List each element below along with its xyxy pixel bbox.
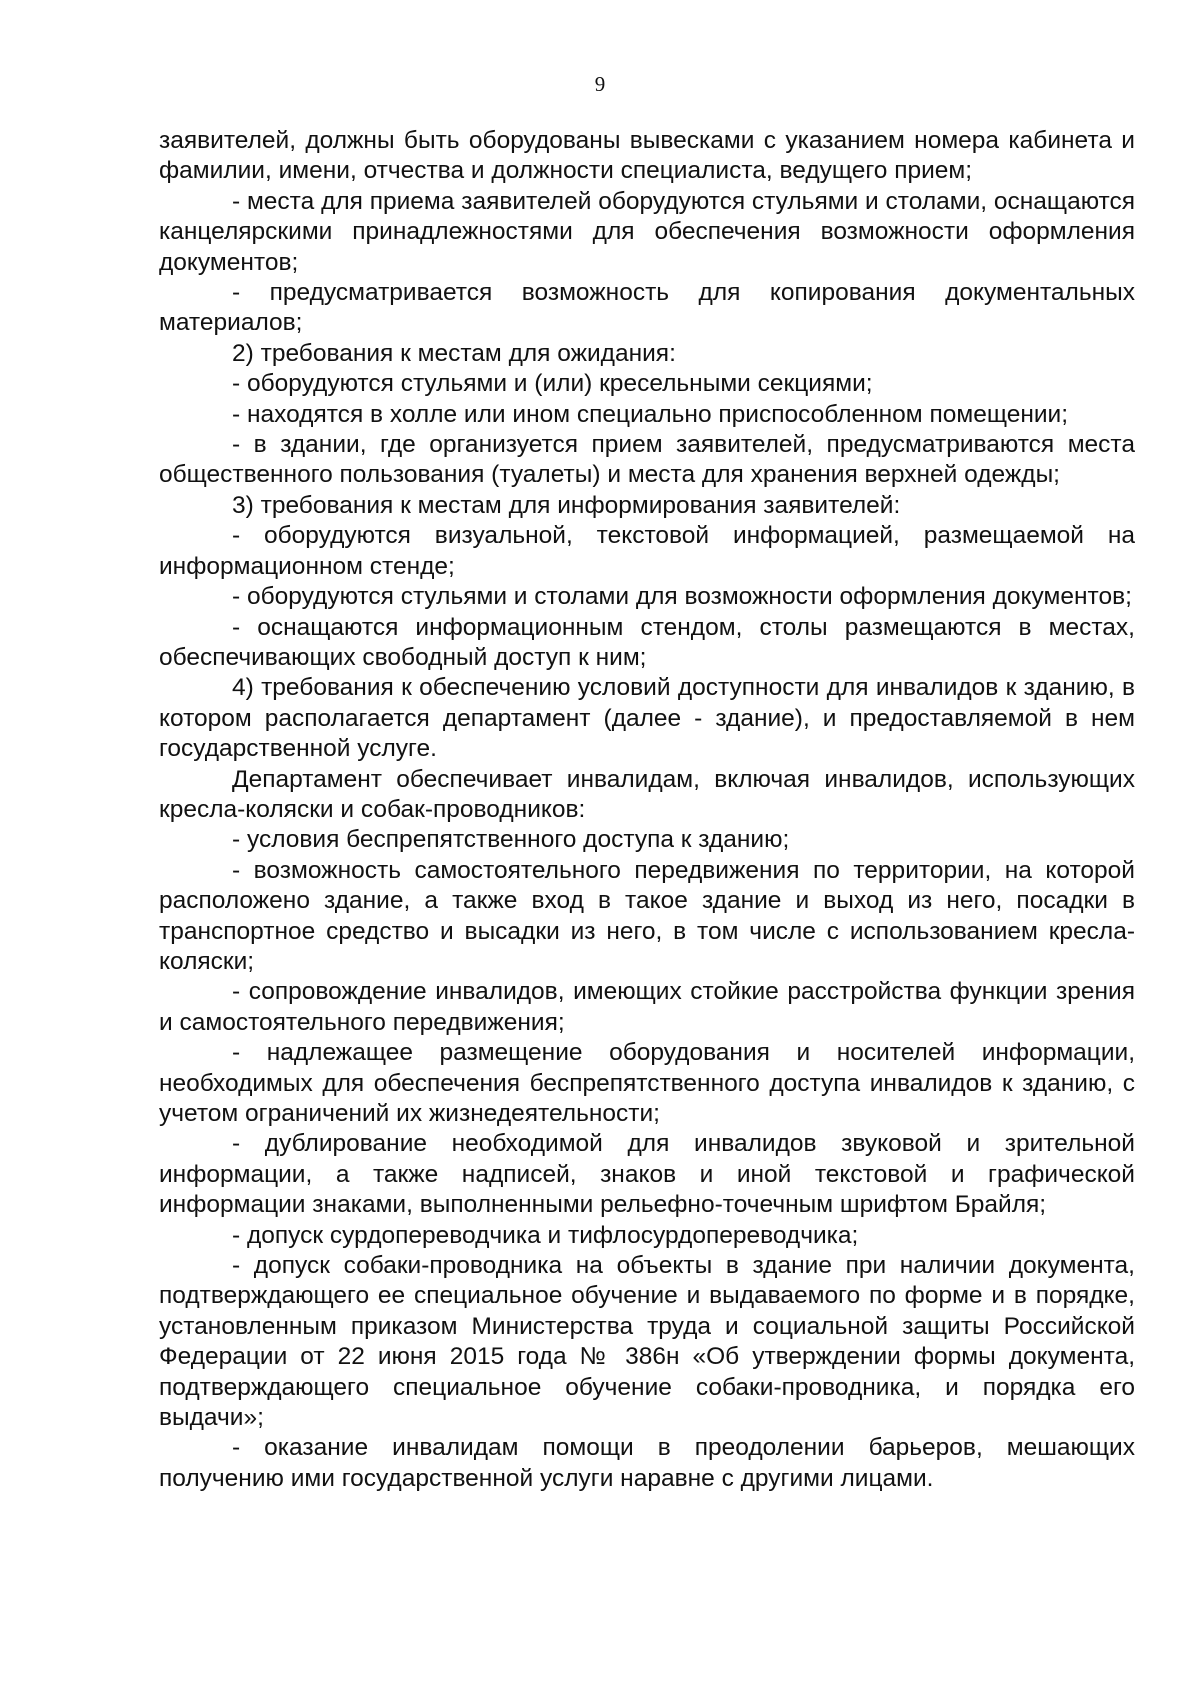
paragraph: - допуск сурдопереводчика и тифлосурдопереводчика; — [232, 1221, 859, 1249]
page-number: 9 — [594, 72, 606, 96]
paragraph: - условия беспрепятственного доступа к зданию; — [232, 826, 790, 854]
paragraph: - оказание инвалидам помощи в преодолении барьеров, мешающих получению ими государственной услуги наравне с другими лицами. — [159, 1434, 1135, 1492]
paragraph: 3) требования к местам для информирования заявителей: — [232, 491, 901, 519]
paragraph: 4) требования к обеспечению условий доступности для инвалидов к зданию, в котором располагается департамент (далее - здание), и предоставляемой в нем государственной услуге. — [159, 674, 1135, 763]
paragraph: - оснащаются информационным стендом, столы размещаются в местах, обеспечивающих свободный доступ к ним; — [159, 613, 1135, 671]
paragraph: - в здании, где организуется прием заявителей, предусматриваются места общественного пользования (туалеты) и места для хранения верхней одежды; — [159, 431, 1135, 489]
paragraph: - находятся в холле или ином специально приспособленном помещении; — [232, 400, 1069, 428]
paragraph: заявителей, должны быть оборудованы вывесками с указанием номера кабинета и фамилии, имени, отчества и должности специалиста, ведущего прием; — [159, 127, 1135, 185]
paragraph: - оборудуются стульями и (или) кресельными секциями; — [232, 370, 873, 398]
paragraph: - надлежащее размещение оборудования и носителей информации, необходимых для обеспечения беспрепятственного доступа инвалидов к зданию, с учетом ограничений их жизнедеятельности; — [159, 1039, 1135, 1127]
paragraph: 2) требования к местам для ожидания: — [232, 339, 676, 367]
paragraph: - допуск собаки-проводника на объекты в здание при наличии документа, подтверждающего ее специальное обучение и выдаваемого по форме и в порядке, установленным приказом Министерства труда и социальной защиты Российской Федерации от 22 июня 2015 года № 386н «Об утверждении формы документа, подтверждающего специальное обучение собаки-проводника, и порядка его выдачи»; — [159, 1252, 1135, 1432]
paragraph: - места для приема заявителей оборудуются стульями и столами, оснащаются канцелярскими принадлежностями для обеспечения возможности оформления документов; — [159, 187, 1136, 276]
paragraph: - оборудуются визуальной, текстовой информацией, размещаемой на информационном стенде; — [159, 522, 1135, 580]
paragraph: - предусматривается возможность для копирования документальных материалов; — [159, 279, 1135, 337]
paragraph: Департамент обеспечивает инвалидам, включая инвалидов, использующих кресла-коляски и собак-проводников: — [159, 765, 1135, 823]
paragraph: - сопровождение инвалидов, имеющих стойкие расстройства функции зрения и самостоятельного передвижения; — [159, 978, 1135, 1036]
paragraph: - дублирование необходимой для инвалидов звуковой и зрительной информации, а также надписей, знаков и иной текстовой и графической информации знаками, выполненными рельефно-точечным шрифтом Брайля; — [159, 1130, 1135, 1219]
paragraph: - возможность самостоятельного передвижения по территории, на которой расположено здание, а также вход в такое здание и выход из него, посадки в транспортное средство и высадки из него, в том числе с использованием кресла-коляски; — [159, 856, 1135, 975]
document-body — [159, 126, 1135, 1494]
paragraph: - оборудуются стульями и столами для возможности оформления документов; — [232, 583, 1132, 611]
